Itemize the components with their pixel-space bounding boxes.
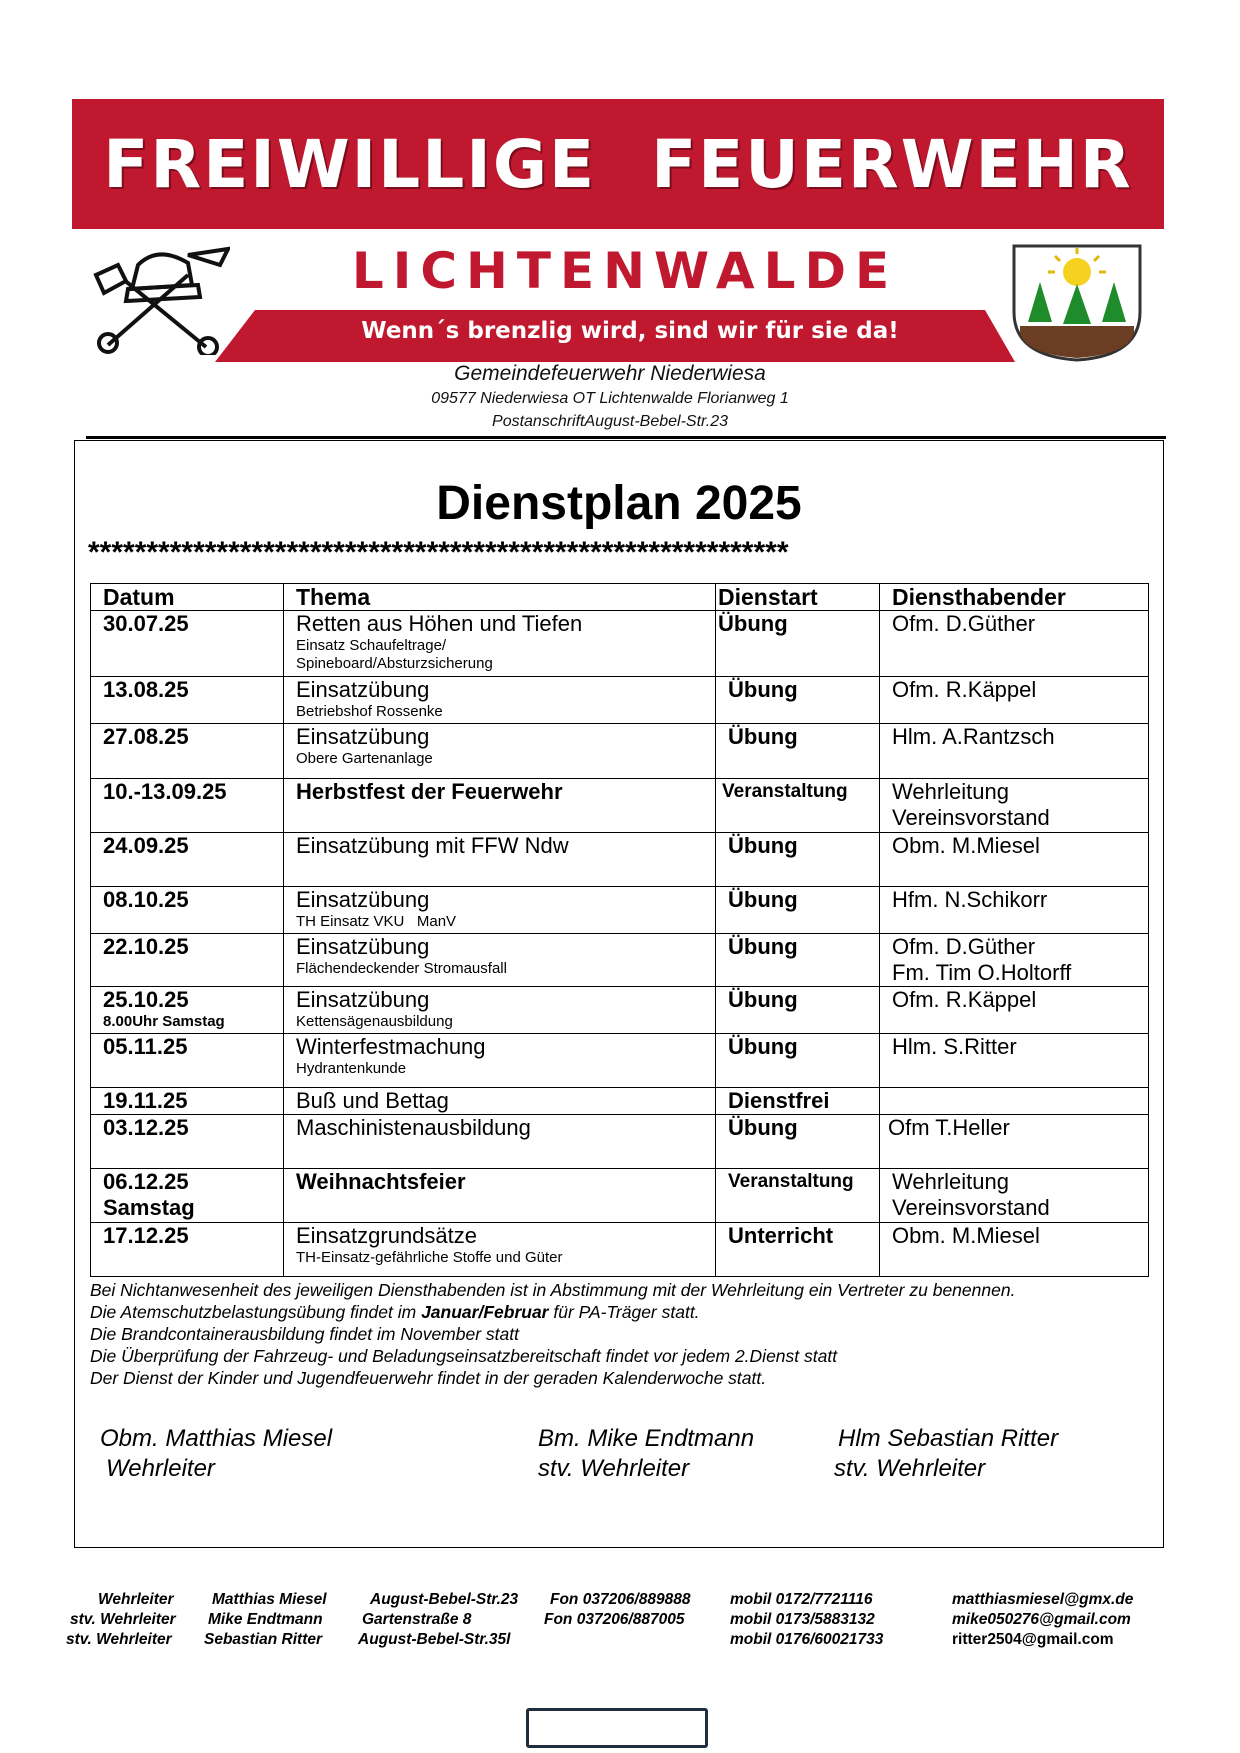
row-type: Übung bbox=[728, 887, 798, 912]
note-emphasis: Januar/Februar bbox=[421, 1302, 549, 1322]
footer-role: stv. Wehrleiter bbox=[66, 1631, 172, 1648]
row-date-detail: Samstag bbox=[103, 1195, 195, 1220]
row-leader: Obm. M.Miesel bbox=[892, 833, 1040, 858]
row-leader: Hlm. S.Ritter bbox=[892, 1034, 1017, 1059]
table-row bbox=[91, 611, 1149, 677]
note-line: Die Überprüfung der Fahrzeug- und Beladungseinsatzbereitschaft findet vor jedem 2.Dienst statt bbox=[90, 1346, 838, 1366]
footer-street: August-Bebel-Str.35l bbox=[358, 1631, 511, 1648]
col-header-date: Datum bbox=[91, 584, 284, 611]
row-date: 30.07.25 bbox=[103, 611, 189, 636]
row-type: Übung bbox=[718, 611, 788, 636]
row-type: Veranstaltung bbox=[728, 1171, 854, 1192]
org-name: Gemeindefeuerwehr Niederwiesa bbox=[454, 362, 766, 385]
subtitle-town: LICHTENWALDE bbox=[351, 242, 899, 300]
footer-name: Sebastian Ritter bbox=[204, 1631, 323, 1648]
row-leader-second: Vereinsvorstand bbox=[892, 805, 1050, 830]
row-leader: Ofm. D.Güther bbox=[892, 934, 1036, 959]
signature-block bbox=[834, 1424, 1058, 1484]
footer-email[interactable]: mike050276@gmail.com bbox=[952, 1611, 1131, 1628]
table-row bbox=[91, 887, 1149, 934]
town-crest-icon bbox=[1010, 242, 1144, 362]
note-text: Die Atemschutzbelastungsübung findet im bbox=[90, 1302, 422, 1322]
row-type: Übung bbox=[728, 1115, 798, 1140]
row-topic: Buß und Bettag bbox=[296, 1088, 449, 1113]
row-topic: Weihnachtsfeier bbox=[296, 1169, 466, 1194]
row-date: 27.08.25 bbox=[103, 724, 189, 749]
table-row bbox=[91, 1115, 1149, 1169]
table-row bbox=[91, 1088, 1149, 1115]
table-row bbox=[91, 833, 1149, 887]
table-row bbox=[91, 987, 1149, 1034]
row-topic-detail: Betriebshof Rossenke bbox=[296, 703, 443, 720]
row-leader: Obm. M.Miesel bbox=[892, 1223, 1040, 1248]
row-topic: Einsatzübung bbox=[296, 934, 430, 959]
signature-block bbox=[100, 1424, 332, 1484]
row-topic: Herbstfest der Feuerwehr bbox=[296, 779, 563, 804]
row-topic: Retten aus Höhen und Tiefen bbox=[296, 611, 583, 636]
row-topic: Einsatzübung bbox=[296, 887, 430, 912]
row-leader: Wehrleitung bbox=[892, 779, 1009, 804]
signature-name: Obm. Matthias Miesel bbox=[100, 1425, 333, 1452]
row-date: 19.11.25 bbox=[103, 1088, 188, 1113]
row-leader-second: Fm. Tim O.Holtorff bbox=[892, 960, 1072, 985]
banner-title: FREIWILLIGE FEUERWEHR bbox=[103, 125, 1133, 203]
row-date: 22.10.25 bbox=[103, 934, 189, 959]
schedule-table bbox=[90, 583, 1149, 1277]
row-topic: Einsatzgrundsätze bbox=[296, 1223, 477, 1248]
footer-mobil: mobil 0176/60021733 bbox=[730, 1631, 884, 1648]
row-leader: Hlm. A.Rantzsch bbox=[892, 724, 1055, 749]
col-header-type: Dienstart bbox=[716, 584, 880, 611]
footer-fon: Fon 037206/889888 bbox=[550, 1591, 691, 1608]
table-row bbox=[91, 1223, 1149, 1277]
signature-role: Wehrleiter bbox=[106, 1455, 215, 1482]
row-leader: Ofm T.Heller bbox=[888, 1115, 1010, 1140]
row-date: 06.12.25 bbox=[103, 1169, 189, 1194]
row-leader: Ofm. R.Käppel bbox=[892, 987, 1037, 1012]
col-header-topic: Thema bbox=[284, 584, 716, 611]
note-text: für PA-Träger statt. bbox=[548, 1302, 700, 1322]
slogan-text: Wenn´s brenzlig wird, sind wir für sie da! bbox=[361, 318, 899, 344]
row-date: 08.10.25 bbox=[103, 887, 189, 912]
table-row bbox=[91, 724, 1149, 779]
row-type: Unterricht bbox=[728, 1223, 834, 1248]
row-type: Übung bbox=[728, 1034, 798, 1059]
footer-street: Gartenstraße 8 bbox=[362, 1611, 472, 1628]
signature-role: stv. Wehrleiter bbox=[538, 1455, 690, 1482]
footer-contact-row bbox=[60, 1590, 1190, 1610]
footer-contact-row bbox=[60, 1610, 1190, 1630]
footer-fon: Fon 037206/887005 bbox=[544, 1611, 685, 1628]
signature-role: stv. Wehrleiter bbox=[834, 1455, 986, 1482]
row-type: Übung bbox=[728, 833, 798, 858]
signature-name: Bm. Mike Endtmann bbox=[538, 1425, 755, 1452]
row-topic: Einsatzübung bbox=[296, 987, 430, 1012]
row-date: 13.08.25 bbox=[103, 677, 189, 702]
fire-brigade-emblem-icon bbox=[88, 245, 230, 355]
table-row bbox=[91, 677, 1149, 724]
footer-role: Wehrleiter bbox=[98, 1591, 174, 1608]
org-address: 09577 Niederwiesa OT Lichtenwalde Florianweg 1 bbox=[431, 390, 789, 407]
row-topic-detail: Obere Gartenanlage bbox=[296, 750, 433, 767]
note-line: Die Brandcontainerausbildung findet im November statt bbox=[90, 1324, 519, 1344]
footer-role: stv. Wehrleiter bbox=[70, 1611, 176, 1628]
row-topic-detail: TH Einsatz VKU ManV bbox=[296, 913, 457, 930]
row-leader: Ofm. R.Käppel bbox=[892, 677, 1037, 702]
row-topic: Einsatzübung bbox=[296, 724, 430, 749]
footer-mobil: mobil 0172/7721116 bbox=[730, 1591, 873, 1608]
row-date: 17.12.25 bbox=[103, 1223, 189, 1248]
footer-empty-box bbox=[526, 1708, 708, 1748]
row-topic: Einsatzübung mit FFW Ndw bbox=[296, 833, 569, 858]
row-topic-detail: Einsatz Schaufeltrage/ Spineboard/Absturzsicherung bbox=[296, 637, 493, 672]
row-topic-detail: Flächendeckender Stromausfall bbox=[296, 960, 507, 977]
table-header-row bbox=[91, 584, 1149, 611]
table-row bbox=[91, 779, 1149, 833]
row-date: 24.09.25 bbox=[103, 833, 189, 858]
footer-street: August-Bebel-Str.23 bbox=[370, 1591, 519, 1608]
row-topic-detail: Hydrantenkunde bbox=[296, 1060, 407, 1077]
row-type: Übung bbox=[728, 934, 798, 959]
row-type: Veranstaltung bbox=[722, 781, 848, 802]
row-leader-second: Vereinsvorstand bbox=[892, 1195, 1050, 1220]
note-line bbox=[90, 1301, 1160, 1323]
note-line: Bei Nichtanwesenheit des jeweiligen Diensthabenden ist in Abstimmung mit der Wehrleitung ein Vertreter zu benennen. bbox=[90, 1280, 1016, 1300]
row-leader: Hfm. N.Schikorr bbox=[892, 887, 1048, 912]
table-row bbox=[91, 1034, 1149, 1088]
table-row bbox=[91, 934, 1149, 987]
row-topic-detail: TH-Einsatz-gefährliche Stoffe und Güter bbox=[296, 1249, 563, 1266]
notes-block bbox=[90, 1279, 1160, 1389]
signature-block bbox=[538, 1424, 754, 1484]
row-topic: Einsatzübung bbox=[296, 677, 430, 702]
footer-name: Mike Endtmann bbox=[208, 1611, 323, 1628]
row-date-detail: 8.00Uhr Samstag bbox=[103, 1013, 225, 1030]
row-type: Übung bbox=[728, 724, 798, 749]
footer-mobil: mobil 0173/5883132 bbox=[730, 1611, 875, 1628]
row-type: Übung bbox=[728, 987, 798, 1012]
row-type: Übung bbox=[728, 677, 798, 702]
row-topic: Winterfestmachung bbox=[296, 1034, 486, 1059]
row-topic-detail: Kettensägenausbildung bbox=[296, 1013, 453, 1030]
note-line: Der Dienst der Kinder und Jugendfeuerwehr findet in der geraden Kalenderwoche statt. bbox=[90, 1368, 767, 1388]
row-date: 25.10.25 bbox=[103, 987, 189, 1012]
table-row bbox=[91, 1169, 1149, 1223]
col-header-leader: Diensthabender bbox=[880, 584, 1149, 611]
document-title: Dienstplan 2025 bbox=[436, 477, 802, 530]
star-separator: ************************************************************ bbox=[88, 536, 789, 569]
signature-name: Hlm Sebastian Ritter bbox=[838, 1425, 1059, 1452]
postal-address: PostanschriftAugust-Bebel-Str.23 bbox=[492, 413, 728, 430]
row-type: Dienstfrei bbox=[728, 1088, 830, 1113]
footer-email[interactable]: matthiasmiesel@gmx.de bbox=[952, 1591, 1134, 1608]
header-divider bbox=[86, 436, 1166, 439]
footer-name: Matthias Miesel bbox=[212, 1591, 327, 1608]
row-date: 03.12.25 bbox=[103, 1115, 189, 1140]
row-leader: Ofm. D.Güther bbox=[892, 611, 1036, 636]
row-date: 10.-13.09.25 bbox=[103, 779, 227, 804]
footer-email[interactable]: ritter2504@gmail.com bbox=[952, 1631, 1114, 1648]
row-date: 05.11.25 bbox=[103, 1034, 188, 1059]
row-topic: Maschinistenausbildung bbox=[296, 1115, 531, 1140]
row-leader: Wehrleitung bbox=[892, 1169, 1009, 1194]
footer-contact-row bbox=[60, 1630, 1190, 1650]
